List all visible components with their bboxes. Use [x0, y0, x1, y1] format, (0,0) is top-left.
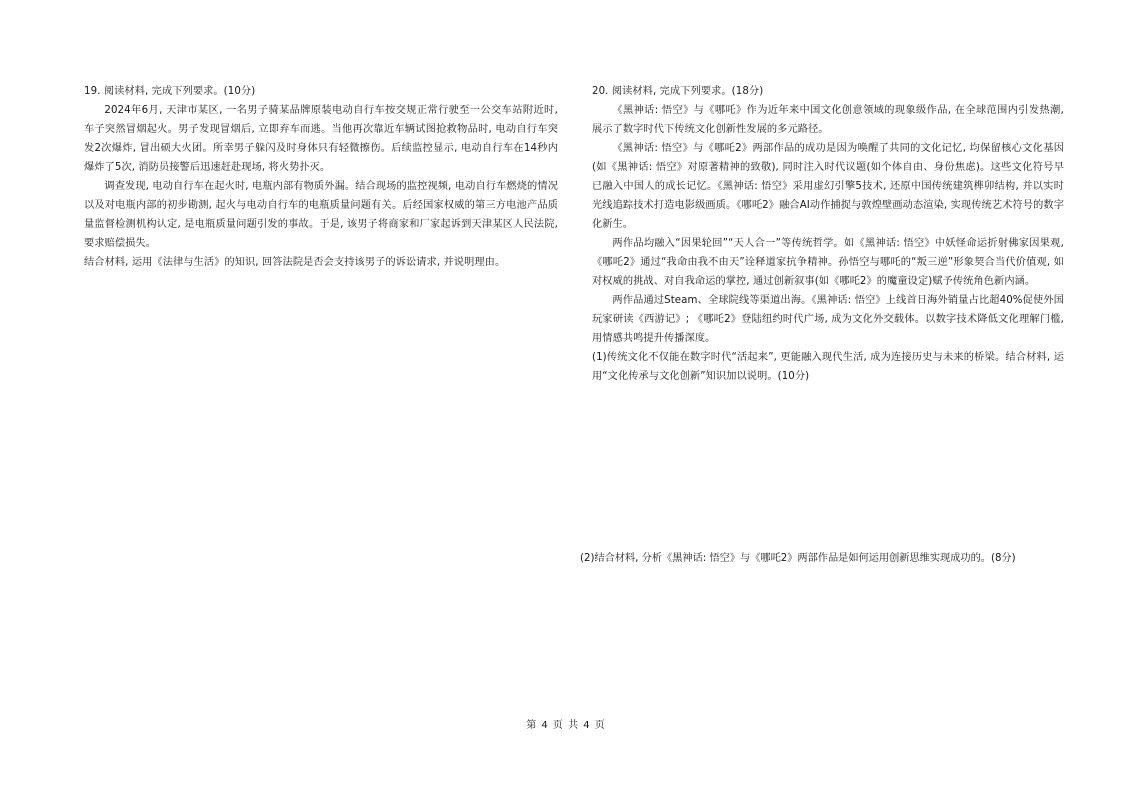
question-20-subquestion-2: (2)结合材料, 分析《黑神话: 悟空》与《哪吒2》两部作品是如何运用创新思维实现成功的。(8分) — [580, 553, 1016, 564]
question-19-material-paragraph-1: 2024年6月, 天津市某区, 一名男子骑某品牌原装电动自行车按交规正常行驶至一公交车站附近时, 车子突然冒烟起火。男子发现冒烟后, 立即弃车而逃。当他再次靠近车辆试图抢救物品时, 电动自行车突发2次爆炸, 冒出硕大火团。所幸男子躲闪及时身体只有轻微擦伤。后续监控显示, 电动自行车在14秒内爆炸了5次, 消防员接警后迅速赶赴现场, 将火势扑灭。 — [84, 105, 558, 173]
question-20-subquestion-1: (1)传统文化不仅能在数字时代“活起来”, 更能融入现代生活, 成为连接历史与未来的桥梁。结合材料, 运用“文化传承与文化创新”知识加以说明。(10分) — [592, 352, 1064, 382]
question-19 — [84, 82, 558, 272]
question-20 — [592, 82, 1064, 386]
question-20-material-paragraph-3: 两作品均融入“因果轮回”“天人合一”等传统哲学。如《黑神话: 悟空》中妖怪命运折射佛家因果观, 《哪吒2》通过“我命由我不由天”诠释道家抗争精神。孙悟空与哪吒的“叛三逆”形象契合当代价值观, 如对权威的挑战、对自我命运的掌控, 通过创新叙事(如《哪吒2》的魔童设定)赋予传统角色新内涵。 — [592, 238, 1064, 287]
question-20-material-paragraph-1: 《黑神话: 悟空》与《哪吒》作为近年来中国文化创意领域的现象级作品, 在全球范围内引发热潮, 展示了数字时代下传统文化创新性发展的多元路径。 — [592, 105, 1064, 135]
question-19-material-paragraph-2: 调查发现, 电动自行车在起火时, 电瓶内部有物质外漏。结合现场的监控视频, 电动自行车燃烧的情况以及对电瓶内部的初步勘测, 起火与电动自行车的电瓶质量问题有关。后经国家权威的第三方电池产品质量监督检测机构认定, 是电瓶质量问题引发的事故。于是, 该男子将商家和厂家起诉到天津某区人民法院, 要求赔偿损失。 — [84, 181, 558, 249]
question-20-material-paragraph-2: 《黑神话: 悟空》与《哪吒2》两部作品的成功是因为唤醒了共同的文化记忆, 均保留核心文化基因(如《黑神话: 悟空》对原著精神的致敬), 同时注入时代议题(如个体自由、身份焦虑)。这些文化符号早已融入中国人的成长记忆。《黑神话: 悟空》采用虚幻引擎5技术, 还原中国传统建筑榫卯结构, 并以实时光线追踪技术打造电影级画质。《哪吒2》融合AI动作捕捉与敦煌壁画动态渲染, 实现传统艺术符号的数字化新生。 — [592, 143, 1064, 230]
page-number: 第 4 页 共 4 页 — [526, 720, 606, 731]
question-20-material-paragraph-4: 两作品通过Steam、全球院线等渠道出海。《黑神话: 悟空》上线首日海外销量占比超40%促使外国玩家研读《西游记》; 《哪吒2》登陆纽约时代广场, 成为文化外交载体。以数字技术降低文化理解门槛, 用情感共鸣提升传播深度。 — [592, 295, 1064, 344]
question-19-title: 19. 阅读材料, 完成下列要求。(10分) — [84, 86, 256, 97]
question-19-prompt: 结合材料, 运用《法律与生活》的知识, 回答法院是否会支持该男子的诉讼请求, 并说明理由。 — [84, 257, 506, 268]
question-20-title: 20. 阅读材料, 完成下列要求。(18分) — [592, 86, 764, 97]
